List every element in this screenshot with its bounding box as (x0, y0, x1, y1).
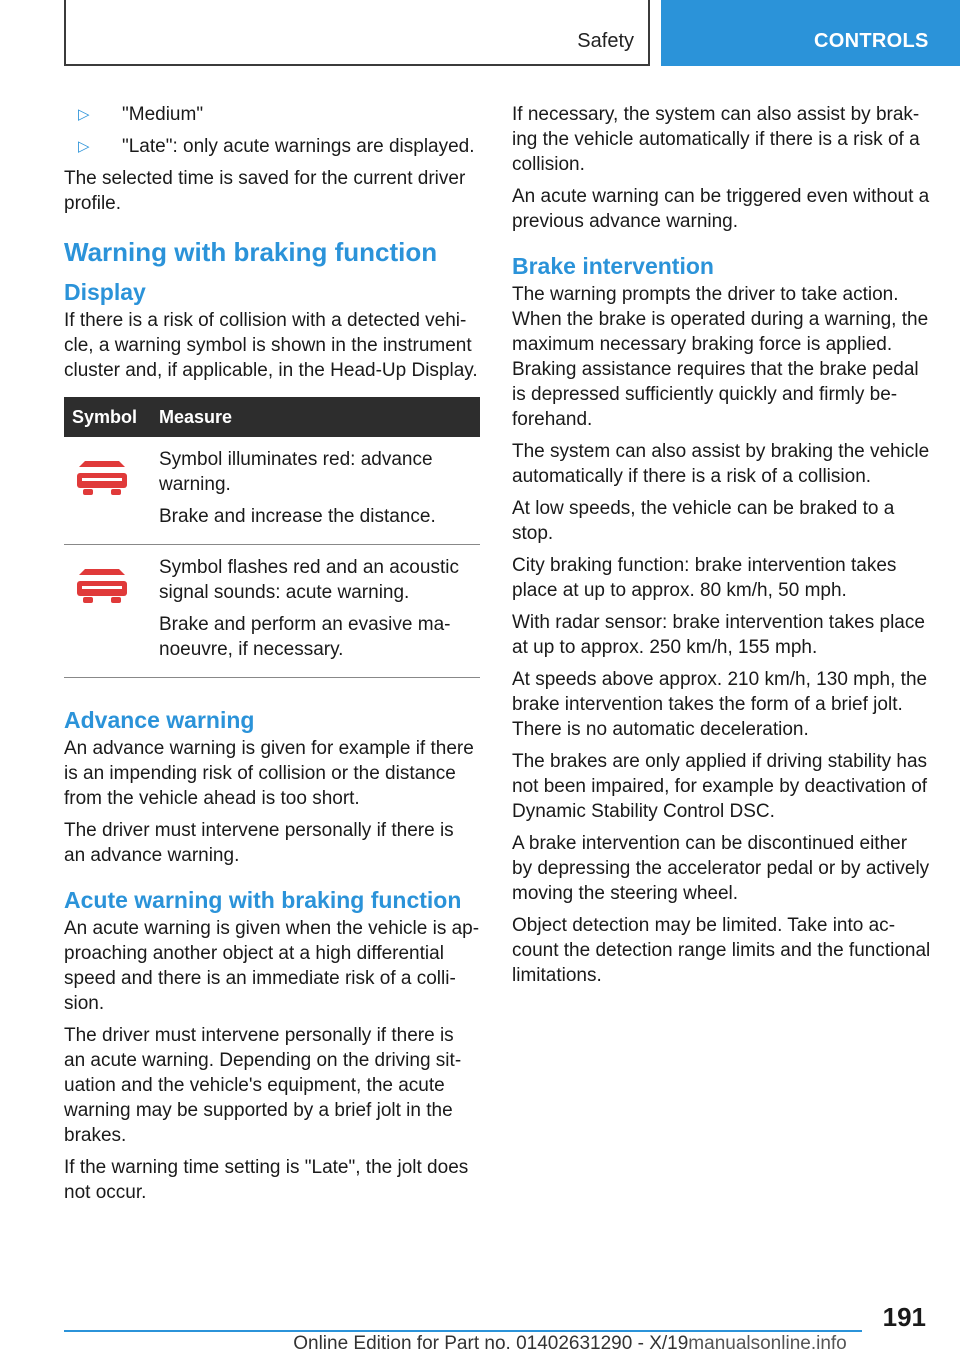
subsection-heading-advance: Advance warning (64, 707, 255, 733)
measure-text: Brake and perform an evasive manoeuvre, if necessary. (159, 614, 451, 660)
watermark: manualsonline.info (688, 1333, 847, 1354)
subsection-heading-acute: Acute warning with braking function (64, 887, 462, 913)
symbol-cell (64, 545, 159, 678)
paragraph: The driver must intervene personally if there is an advance warning. (64, 820, 454, 866)
subsection-heading-display: Display (64, 279, 146, 305)
car-warning-icon (77, 459, 127, 495)
paragraph: If the warning time setting is "Late", the jolt does not occur. (64, 1157, 469, 1203)
paragraph: At speeds above approx. 210 km/h, 130 mph, the brake intervention takes the form of a brief jolt. There is no automatic deceleration. (512, 669, 928, 740)
paragraph: The warning prompts the driver to take action. When the brake is operated during a warning, the maximum necessary braking force is applied. Braking assistance requires that the brake pedal is depressed sufficiently quickly and firmly beforehand. (512, 284, 929, 430)
chapter-title: CONTROLS (814, 30, 929, 52)
footer (0, 1333, 960, 1355)
left-column (64, 102, 480, 1212)
footer-divider (64, 1330, 862, 1332)
chapter-tab (661, 0, 960, 66)
paragraph: An acute warning can be triggered even without a previous advance warning. (512, 186, 930, 232)
paragraph: An advance warning is given for example if there is an impending risk of collision or the distance from the vehicle ahead is too short. (64, 738, 474, 809)
section-title: Safety (577, 30, 634, 52)
paragraph: At low speeds, the vehicle can be braked to a stop. (512, 498, 895, 544)
bullet-triangle-icon: ▷ (78, 138, 90, 155)
column-header-symbol: Symbol (64, 397, 159, 437)
table-row (64, 545, 480, 678)
list-item (64, 102, 480, 127)
right-column (512, 102, 932, 995)
paragraph: An acute warning is given when the vehicle is approaching another object at a high differential speed and there is an immediate risk of a collision. (64, 918, 480, 1014)
list-item-text: "Medium" (122, 104, 204, 125)
symbol-table (64, 397, 480, 678)
measure-text: Symbol illuminates red: advance warning. (159, 449, 433, 495)
bullet-triangle-icon: ▷ (78, 106, 90, 123)
measure-cell (159, 545, 480, 678)
paragraph: City braking function: brake intervention takes place at up to approx. 80 km/h, 50 mph. (512, 555, 897, 601)
list-item-text: "Late": only acute warnings are displayed. (122, 136, 475, 157)
column-header-measure: Measure (159, 397, 480, 437)
paragraph: If necessary, the system can also assist by braking the vehicle automatically if there is a risk of a collision. (512, 104, 920, 175)
symbol-cell (64, 437, 159, 545)
paragraph: A brake intervention can be discontinued either by depressing the accelerator pedal or by actively moving the steering wheel. (512, 833, 930, 904)
measure-cell (159, 437, 480, 545)
list-item (64, 134, 480, 159)
paragraph: If there is a risk of collision with a detected vehicle, a warning symbol is shown in the instrument cluster and, if applicable, in the Head-Up Display. (64, 310, 478, 381)
paragraph: The selected time is saved for the current driver profile. (64, 168, 466, 214)
paragraph: Object detection may be limited. Take into account the detection range limits and the functional limitations. (512, 915, 931, 986)
page-number: 191 (882, 1302, 926, 1332)
section-heading: Warning with braking function (64, 237, 438, 267)
paragraph: With radar sensor: brake intervention takes place at up to approx. 250 km/h, 155 mph. (512, 612, 925, 658)
subsection-heading-brake: Brake intervention (512, 253, 714, 279)
measure-text: Symbol flashes red and an acoustic signal sounds: acute warning. (159, 557, 459, 603)
measure-text: Brake and increase the distance. (159, 506, 436, 527)
table-header-row (64, 397, 480, 437)
paragraph: The driver must intervene personally if there is an acute warning. Depending on the driving situation and the vehicle's equipment, the acute warning may be supported by a brief jolt in the brakes. (64, 1025, 462, 1146)
edition-text: Online Edition for Part no. 01402631290 - X/19 (293, 1333, 689, 1354)
table-row (64, 437, 480, 545)
paragraph: The brakes are only applied if driving stability has not been impaired, for example by deactivation of Dynamic Stability Control DSC. (512, 751, 928, 822)
paragraph: The system can also assist by braking the vehicle automatically if there is a risk of a collision. (512, 441, 930, 487)
car-warning-icon (77, 567, 127, 603)
header-frame (64, 0, 650, 66)
